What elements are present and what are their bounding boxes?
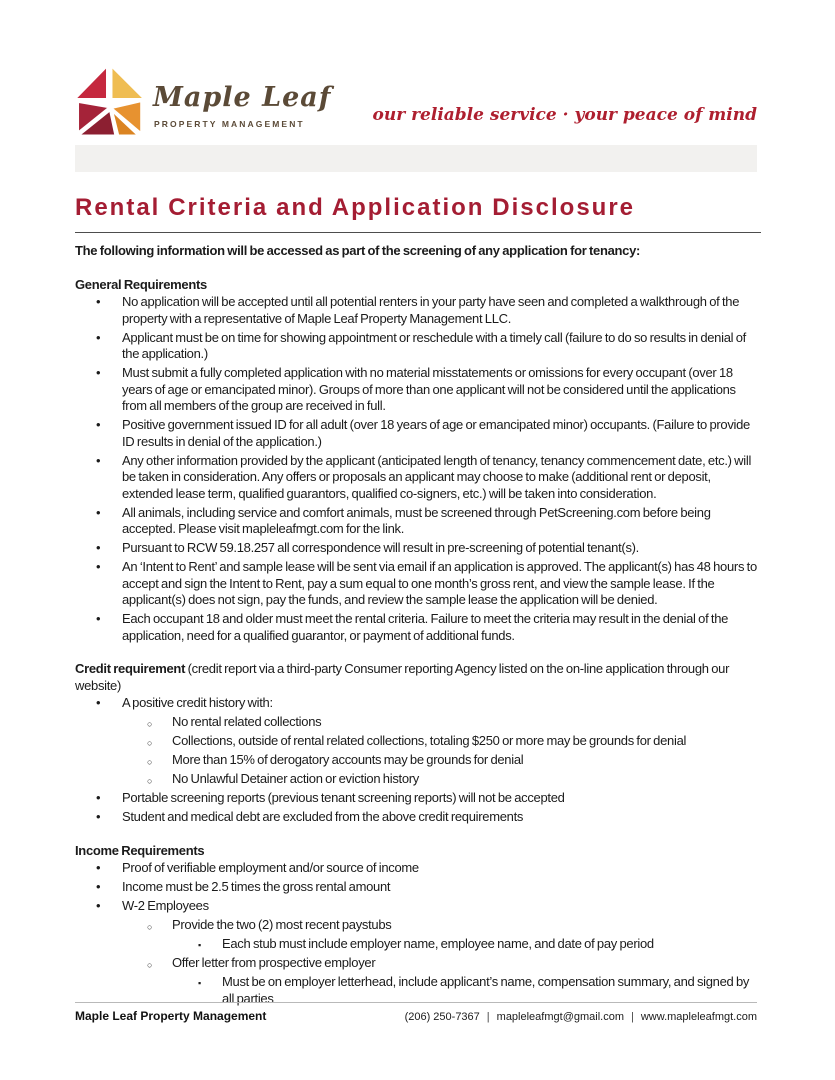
- list-item-text: Income must be 2.5 times the gross rental amount: [122, 879, 391, 894]
- bullet-glyph: ○: [147, 921, 153, 932]
- bullet-glyph: ▪: [198, 939, 201, 950]
- bullet-glyph: ○: [147, 718, 153, 729]
- list-item-text: More than 15% of derogatory accounts may be grounds for denial: [172, 752, 524, 767]
- bullet-glyph: •: [96, 860, 101, 875]
- list-item: [75, 809, 761, 826]
- list-item-text: Proof of verifiable employment and/or source of income: [122, 860, 419, 875]
- list-item: [75, 540, 761, 557]
- brand-subtitle: PROPERTY MANAGEMENT: [154, 119, 305, 129]
- list-item-text: A positive credit history with:: [122, 695, 273, 710]
- footer-contact: [405, 1011, 757, 1023]
- section-general-requirements: [75, 277, 761, 645]
- bullet-glyph: ▪: [198, 977, 201, 988]
- company-tagline: our reliable service · your peace of mind: [372, 105, 757, 125]
- section-heading: Credit requirement (credit report via a third-party Consumer reporting Agency listed on the on-line application through our website): [75, 661, 730, 693]
- bullet-glyph: •: [96, 294, 101, 309]
- list-item: [75, 879, 761, 896]
- list-item-text: All animals, including service and comfort animals, must be screened through PetScreening.com before being accepted. Please visit mapleleafmgt.com for the link.: [122, 504, 711, 536]
- bullet-glyph: ○: [147, 737, 153, 748]
- bullet-glyph: •: [96, 695, 101, 710]
- document-body: [75, 193, 761, 1010]
- footer-divider: [75, 1002, 757, 1003]
- list-item-text: Offer letter from prospective employer: [172, 955, 376, 970]
- list-item-text: Collections, outside of rental related collections, totaling $250 or more may be grounds for denial: [172, 733, 687, 748]
- list-item: [75, 294, 761, 327]
- intro-statement: The following information will be accessed as part of the screening of any application for tenancy:: [75, 243, 641, 258]
- list-item-text: Must submit a fully completed application with no material misstatements or omissions for every occupant (over 18 years of age or emancipated minor). Groups of more than one applicant will not be considered until the applications from all members of the group are received in full.: [122, 365, 736, 413]
- list-item-text: Each stub must include employer name, employee name, and date of pay period: [222, 936, 654, 951]
- list-item-text: Any other information provided by the applicant (anticipated length of tenancy, tenancy commencement date, etc.) will be taken in consideration. Any offers or proposals an applicant may choose to make (additional rent or deposit, extended lease term, qualified guarantors, qualified co-signers, etc.) will be taken into consideration.: [122, 452, 752, 501]
- bullet-glyph: •: [96, 790, 101, 805]
- list-item: [75, 559, 761, 609]
- list-item: [75, 790, 761, 807]
- bullet-glyph: •: [96, 452, 101, 468]
- title-divider: [75, 232, 761, 233]
- list-item: [75, 365, 761, 415]
- list-item-text: Provide the two (2) most recent paystubs: [172, 917, 392, 932]
- list-item-text: W-2 Employees: [122, 898, 209, 913]
- list-item-text: No application will be accepted until all potential renters in your party have seen and completed a walkthrough of the property with a representative of Maple Leaf Property Management LLC.: [122, 294, 740, 326]
- page-footer: [75, 1009, 757, 1023]
- section-credit-requirement: [75, 661, 761, 826]
- brand-name: Maple Leaf: [153, 82, 332, 113]
- footer-separator: |: [630, 1011, 634, 1023]
- bullet-glyph: •: [96, 540, 101, 555]
- footer-separator: |: [486, 1011, 490, 1023]
- list-item: [75, 917, 761, 934]
- bullet-glyph: •: [96, 898, 101, 913]
- bullet-glyph: •: [96, 879, 101, 894]
- footer-phone: (206) 250-7367: [404, 1011, 480, 1023]
- bullet-glyph: ○: [147, 756, 153, 767]
- list-item: [75, 936, 761, 953]
- list-item-text: Applicant must be on time for showing appointment or reschedule with a timely call (failure to do so results in denial of the application.): [122, 329, 746, 361]
- document-sections: [75, 277, 761, 1008]
- list-item: [75, 955, 761, 972]
- list-item-text: Positive government issued ID for all adult (over 18 years of age or emancipated minor) occupants. (Failure to provide ID results in denial of the application.): [122, 417, 750, 449]
- bullet-glyph: •: [96, 504, 101, 520]
- list-item: [75, 860, 761, 877]
- bullet-glyph: •: [96, 329, 101, 345]
- page-title: Rental Criteria and Application Disclosure: [75, 194, 636, 221]
- section-heading: General Requirements: [75, 276, 207, 292]
- list-item-text: Must be on employer letterhead, include applicant’s name, compensation summary, and signed by all parties: [222, 974, 750, 1006]
- list-item-text: An ‘Intent to Rent’ and sample lease will be sent via email if an application is approved. The applicant(s) has 48 hours to accept and sign the Intent to Rent, pay a sum equal to one month’s gross rent, and view the sample lease. If the applicant(s) does not sign, pay the funds, and review the sample lease the application will be denied.: [122, 559, 757, 607]
- bullet-glyph: ○: [147, 959, 153, 970]
- bullet-glyph: •: [96, 809, 101, 824]
- list-item: [75, 611, 761, 644]
- list-item: [75, 898, 761, 915]
- bullet-glyph: •: [96, 611, 101, 626]
- bullet-glyph: •: [96, 559, 101, 574]
- footer-website: www.mapleleafmgt.com: [640, 1011, 757, 1023]
- list-item: [75, 714, 761, 731]
- bullet-glyph: •: [96, 365, 101, 380]
- list-item-text: No Unlawful Detainer action or eviction history: [172, 771, 419, 786]
- header-band: [75, 145, 757, 172]
- list-item: [75, 695, 761, 712]
- bullet-glyph: ○: [147, 775, 153, 786]
- list-item: [75, 417, 761, 450]
- list-item: [75, 752, 761, 769]
- section-heading: Income Requirements: [75, 842, 205, 858]
- list-item-text: Portable screening reports (previous tenant screening reports) will not be accepted: [122, 790, 565, 805]
- section-income-requirements: [75, 843, 761, 1008]
- list-item-text: Student and medical debt are excluded from the above credit requirements: [122, 809, 524, 824]
- footer-company: Maple Leaf Property Management: [75, 1009, 267, 1023]
- list-item-text: Each occupant 18 and older must meet the rental criteria. Failure to meet the criteria may result in the denial of the application, need for a qualified guarantor, or payment of additional funds.: [122, 611, 729, 643]
- list-item-text: No rental related collections: [172, 714, 322, 729]
- list-item: [75, 453, 761, 503]
- footer-email: mapleleafmgt@gmail.com: [496, 1011, 624, 1023]
- list-item: [75, 330, 761, 363]
- list-item: [75, 771, 761, 788]
- list-item: [75, 733, 761, 750]
- list-item: [75, 505, 761, 538]
- house-logo-icon: [72, 63, 148, 141]
- list-item-text: Pursuant to RCW 59.18.257 all correspondence will result in pre-screening of potential tenant(s).: [122, 540, 639, 555]
- letterhead: [0, 0, 835, 180]
- bullet-glyph: •: [96, 417, 101, 432]
